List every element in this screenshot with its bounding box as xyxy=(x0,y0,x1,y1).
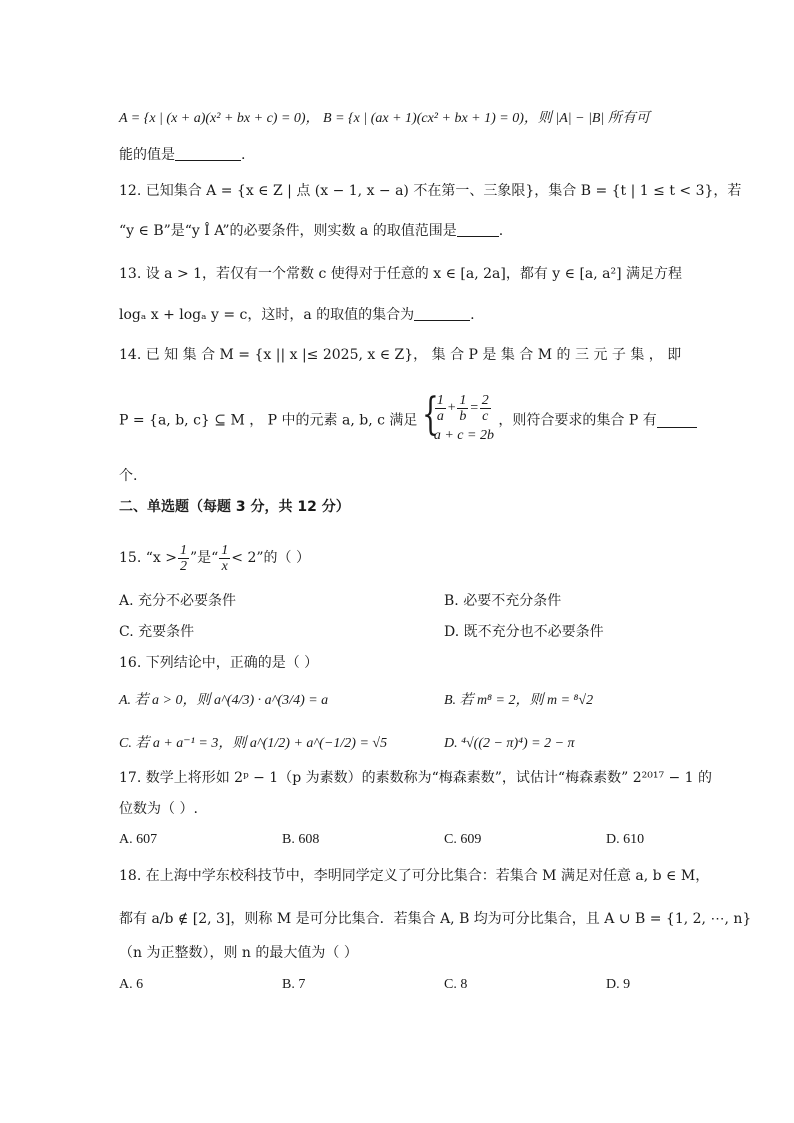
section2-title: 二、单选题（每题 3 分，共 12 分） xyxy=(119,499,350,515)
q12-line2: “y ∈ B”是“y Î A”的必要条件，则实数 a 的取值范围是 . xyxy=(119,223,504,239)
q14-line2: P = {a, b, c} ⊆ M ， P 中的元素 a, b, c 满足 { $\frac{1}{a}$ + $\frac{1}{b}$ = $\frac{2}{c}$ a + c = 2b ，则符合要求的集合 P 有 xyxy=(119,393,697,448)
q15-stem: 15. “x > $\frac{1}{2}$ ”是“ $\frac{1}{x}$ < 2”的（ ） xyxy=(119,542,310,574)
q18-option-b[interactable]: B. 7 xyxy=(282,977,306,992)
q14-brace: { xyxy=(421,389,439,440)
q16-option-c[interactable]: C. 若 a + a⁻¹ = 3，则 a^(1/2) + a^(−1/2) = √5 xyxy=(119,736,388,751)
q17-option-b[interactable]: B. 608 xyxy=(282,832,320,847)
q16-option-d[interactable]: D. ⁴√((2 − π)⁴) = 2 − π xyxy=(444,736,575,751)
q14-line3: 个. xyxy=(119,468,138,484)
q14-answer-blank[interactable] xyxy=(657,413,697,428)
q11-answer-blank[interactable] xyxy=(175,146,241,161)
q15-option-c[interactable]: C. 充要条件 xyxy=(119,624,195,640)
q15-option-b[interactable]: B. 必要不充分条件 xyxy=(444,593,562,609)
q17-line2: 位数为（ ）. xyxy=(119,801,198,817)
q16-option-a[interactable]: A. 若 a > 0，则 a^(4/3) · a^(3/4) = a xyxy=(119,693,329,708)
q18-line3: （n 为正整数），则 n 的最大值为（ ） xyxy=(119,945,358,961)
q17-line1: 17. 数学上将形如 2ᵖ − 1（p 为素数）的素数称为“梅森素数”，试估计“梅森素数” 2²⁰¹⁷ − 1 的 xyxy=(119,770,713,786)
q18-option-d[interactable]: D. 9 xyxy=(606,977,631,992)
q18-line2: 都有 a/b ∉ [2, 3]，则称 M 是可分比集合．若集合 A, B 均为可分比集合，且 A ∪ B = {1, 2, ⋯, n} xyxy=(119,911,752,927)
q14-line1: 14. 已 知 集 合 M = {x || x |≤ 2025, x ∈ Z}， 集 合 P 是 集 合 M 的 三 元 子 集 ， 即 xyxy=(119,347,682,363)
q13-line2: logₐ x + logₐ y = c，这时，a 的取值的集合为 . xyxy=(119,307,475,323)
q17-option-c[interactable]: C. 609 xyxy=(444,832,482,847)
q17-option-d[interactable]: D. 610 xyxy=(606,832,645,847)
q18-line1: 18. 在上海中学东校科技节中，李明同学定义了可分比集合：若集合 M 满足对任意 a, b ∈ M， xyxy=(119,868,710,884)
q16-stem: 16. 下列结论中，正确的是（ ） xyxy=(119,655,319,671)
q16-option-b[interactable]: B. 若 m⁸ = 2，则 m = ⁸√2 xyxy=(444,693,594,708)
q12-line1: 12. 已知集合 A = {x ∈ Z | 点 (x − 1, x − a) 不在第一、三象限}，集合 B = {t | 1 ≤ t < 3}，若 xyxy=(119,183,742,199)
q14-equation-system: { $\frac{1}{a}$ + $\frac{1}{b}$ = $\frac{2}{c}$ a + c = 2b xyxy=(421,389,494,443)
q13-answer-blank[interactable] xyxy=(414,306,470,321)
q18-option-a[interactable]: A. 6 xyxy=(119,977,144,992)
q15-option-d[interactable]: D. 既不充分也不必要条件 xyxy=(444,624,604,640)
q13-line1: 13. 设 a > 1，若仅有一个常数 c 使得对于任意的 x ∈ [a, 2a]，都有 y ∈ [a, a²] 满足方程 xyxy=(119,266,683,282)
q11-line2: 能的值是 . xyxy=(119,147,246,163)
q15-option-a[interactable]: A. 充分不必要条件 xyxy=(119,593,237,609)
q17-option-a[interactable]: A. 607 xyxy=(119,832,158,847)
q11-line1: A = {x | (x + a)(x² + bx + c) = 0)， B = {x | (ax + 1)(cx² + bx + 1) = 0)，则 |A| − |B| 所有可 xyxy=(119,111,650,126)
q18-option-c[interactable]: C. 8 xyxy=(444,977,468,992)
q12-answer-blank[interactable] xyxy=(457,222,499,237)
